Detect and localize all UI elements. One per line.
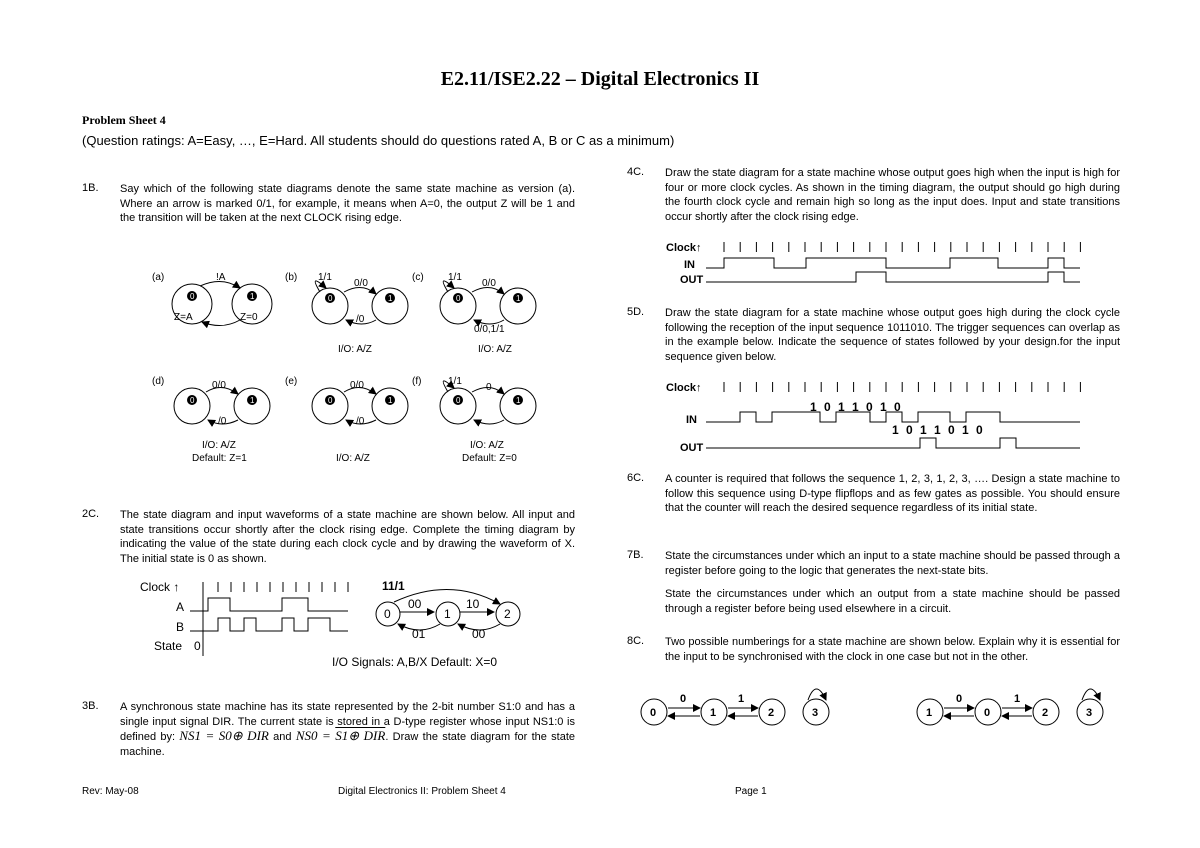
question-text: A counter is required that follows the sequence 1, 2, 3, 1, 2, 3, …. Design a state machine to follow this sequence using D-type flipflops and as few gates as possible. You should ensure that the counter will reach the desired sequence regardless of its initial state.: [665, 473, 1120, 514]
footer-page: Page 1: [735, 786, 767, 797]
question-number: 6C.: [627, 472, 645, 484]
svg-text:1/1: 1/1: [448, 272, 462, 283]
svg-text:IN: IN: [684, 259, 695, 271]
svg-text:0: 0: [190, 396, 195, 405]
state-diagram-figure-1: [140, 266, 560, 466]
diagram-e-tag: (e): [285, 376, 298, 387]
svg-text:1: 1: [516, 396, 521, 405]
svg-text:1 0 1 1 0 1 0: 1 0 1 1 0 1 0: [892, 423, 985, 437]
svg-text:1/1: 1/1: [448, 376, 462, 387]
diagram-a-arc-label: !A: [216, 272, 226, 283]
svg-text:A: A: [176, 600, 185, 614]
diagram-a-tag: (a): [152, 272, 165, 283]
timing-figure-5: [660, 378, 1090, 460]
question-number: 8C.: [627, 635, 645, 647]
timing-and-state-figure-2: [130, 576, 550, 676]
diagram-d-io: I/O: A/Z: [202, 440, 236, 451]
diagram-a-output-1: Z=0: [240, 312, 258, 323]
ratings-note: (Question ratings: A=Easy, …, E=Hard. All students should do questions rated A, B or C as a minimum): [82, 133, 675, 148]
svg-text:OUT: OUT: [680, 274, 704, 286]
svg-text:0: 0: [956, 693, 963, 705]
svg-text:1: 1: [710, 707, 717, 719]
svg-text:2: 2: [504, 607, 511, 621]
svg-text:3: 3: [812, 707, 819, 719]
svg-text:0: 0: [384, 607, 391, 621]
footer-revision: Rev: May-08: [82, 786, 139, 797]
question-text: Draw the state diagram for a state machine whose output goes high when the input is high for four or more clock cycles. As shown in the timing diagram, the output should go high during the fourth clock cycle and remain high so long as the input does. Input and state transitions occur shortly after the clock rising edge.: [665, 167, 1120, 223]
question-text: Draw the state diagram for a state machine whose output goes high during the clock cycle following the reception of the input sequence 1011010. The trigger sequences can overlap as in the example below. Indicate the sequence of states followed by your design.for the input sequence given below.: [665, 307, 1120, 363]
diagram-b-io: I/O: A/Z: [338, 344, 372, 355]
diagram-c-io: I/O: A/Z: [478, 344, 512, 355]
question-number: 4C.: [627, 166, 645, 178]
svg-text:1: 1: [738, 693, 745, 705]
diagram-d-tag: (d): [152, 376, 165, 387]
question-text: Two possible numberings for a state machine are shown below. Explain why it is essential for the input to be synchronised with the clock in one case but not in the other.: [665, 636, 1120, 663]
diagram-b-tag: (b): [285, 272, 298, 283]
svg-text:OUT: OUT: [680, 442, 704, 454]
svg-text:0/0: 0/0: [354, 278, 368, 289]
svg-text:2: 2: [1042, 707, 1049, 719]
svg-text:Clock ↑: Clock ↑: [140, 580, 180, 594]
diagram-d-default: Default: Z=1: [192, 453, 247, 464]
question-number: 1B.: [82, 182, 99, 194]
svg-text:0/0: 0/0: [350, 380, 364, 391]
svg-text:2: 2: [768, 707, 775, 719]
svg-text:0: 0: [680, 693, 687, 705]
svg-text:IN: IN: [686, 414, 697, 426]
svg-text:1: 1: [388, 294, 393, 303]
svg-text:/0: /0: [356, 314, 365, 325]
question-text: A synchronous state machine has its state represented by the 2-bit number S1:0 and has a single input signal DIR. The current state is stored in a D-type register whose input NS1:0 is defined by: NS1 = S0⊕ DIR and NS0 = S1⊕ DIR. Draw the state diagram for the state machine.: [120, 701, 576, 758]
svg-text:Clock↑: Clock↑: [666, 242, 702, 254]
diagram-f-tag: (f): [412, 376, 422, 387]
diagram-f-io: I/O: A/Z: [470, 440, 504, 451]
svg-text:00: 00: [408, 597, 422, 611]
svg-text:11/1: 11/1: [382, 579, 405, 593]
svg-text:0: 0: [190, 292, 195, 301]
svg-text:0: 0: [194, 639, 201, 653]
sheet-subtitle: Problem Sheet 4: [82, 113, 166, 127]
svg-text:1/1: 1/1: [318, 272, 332, 283]
svg-text:/0: /0: [218, 416, 227, 427]
diagram-c-tag: (c): [412, 272, 424, 283]
svg-text:1: 1: [516, 294, 521, 303]
question-number: 7B.: [627, 549, 644, 561]
svg-text:0: 0: [328, 294, 333, 303]
svg-text:1 0 1 1 0 1 0: 1 0 1 1 0 1 0: [810, 400, 903, 414]
question-text: State the circumstances under which an input to a state machine should be passed through a register before going to the logic that generates the next-state bits.: [665, 550, 1120, 577]
svg-text:Clock↑: Clock↑: [666, 382, 702, 394]
svg-text:0: 0: [456, 396, 461, 405]
svg-text:0/0: 0/0: [212, 380, 226, 391]
page-title: E2.11/ISE2.22 – Digital Electronics II: [440, 68, 760, 90]
svg-text:0: 0: [650, 707, 657, 719]
diagram-f-default: Default: Z=0: [462, 453, 517, 464]
svg-text:1: 1: [250, 292, 255, 301]
svg-text:0: 0: [456, 294, 461, 303]
svg-text:1: 1: [444, 607, 451, 621]
svg-text:State: State: [154, 639, 183, 653]
io-signals-label: I/O Signals: A,B/X Default: X=0: [332, 655, 498, 669]
svg-text:1: 1: [1014, 693, 1021, 705]
svg-text:1: 1: [388, 396, 393, 405]
svg-text:/0: /0: [356, 416, 365, 427]
question-text: The state diagram and input waveforms of a state machine are shown below. All input and state transitions occur shortly after the clock rising edge. Complete the timing diagram by indicating the value of the state during each clock cycle and by drawing the waveform of X. The initial state is 0 as shown.: [120, 509, 575, 565]
svg-text:0: 0: [486, 382, 492, 393]
svg-text:0: 0: [984, 707, 991, 719]
svg-text:10: 10: [466, 597, 480, 611]
question-number: 2C.: [82, 508, 100, 520]
question-text: State the circumstances under which an output from a state machine should be passed through a register before being used elsewhere in a circuit.: [665, 588, 1120, 615]
svg-text:B: B: [176, 620, 185, 634]
question-number: 5D.: [627, 306, 645, 318]
timing-figure-4: [660, 238, 1090, 290]
question-text: Say which of the following state diagrams denote the same state machine as version (a). Where an arrow is marked 0/1, for example, it means when A=0, the output Z will be 1 and the transition will be taken at the next CLOCK rising edge.: [120, 183, 575, 224]
svg-text:0/0,1/1: 0/0,1/1: [474, 324, 505, 335]
svg-text:00: 00: [472, 627, 486, 641]
footer-title: Digital Electronics II: Problem Sheet 4: [338, 786, 506, 797]
svg-text:1: 1: [250, 396, 255, 405]
diagram-e-io: I/O: A/Z: [336, 453, 370, 464]
diagram-a-output-0: Z=A: [174, 312, 193, 323]
svg-text:0/0: 0/0: [482, 278, 496, 289]
svg-text:3: 3: [1086, 707, 1093, 719]
svg-text:0: 0: [328, 396, 333, 405]
state-numbering-figure-8: [626, 676, 1126, 740]
question-number: 3B.: [82, 700, 99, 712]
svg-text:01: 01: [412, 627, 426, 641]
svg-text:1: 1: [926, 707, 933, 719]
